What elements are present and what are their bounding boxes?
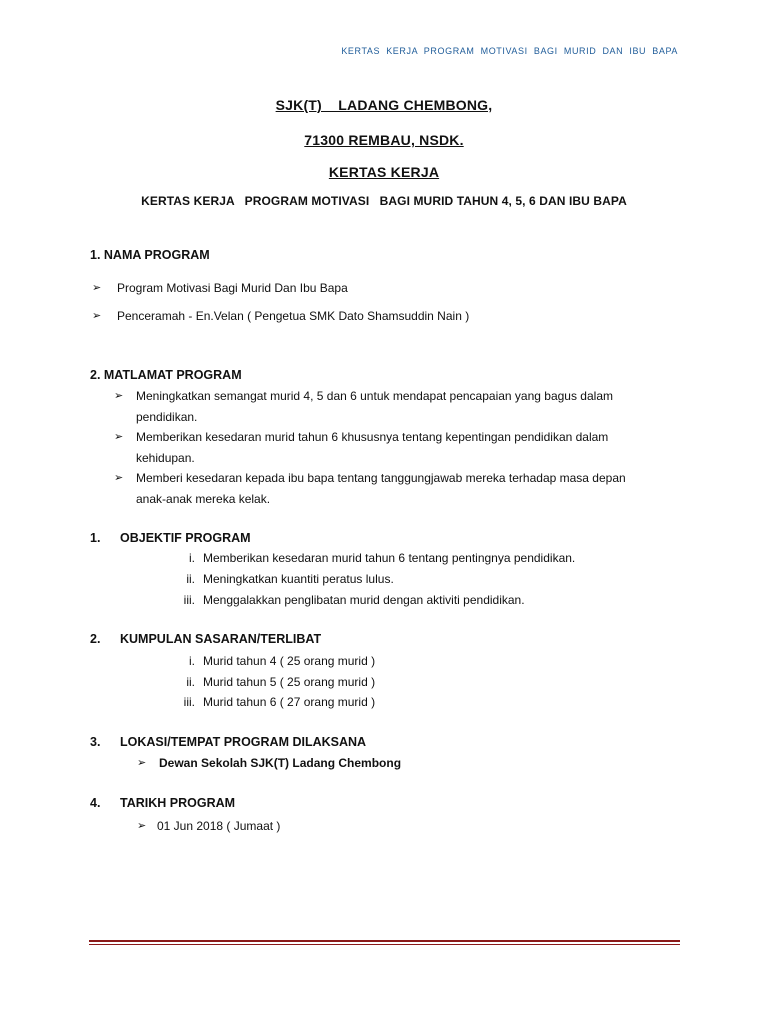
list-item: ➢ Penceramah - En.Velan ( Pengetua SMK Dato Shamsuddin Nain ) [92, 306, 692, 327]
section-title-nama-program: 1. NAMA PROGRAM [90, 248, 210, 262]
list-item: ii. Murid tahun 5 ( 25 orang murid ) [186, 675, 376, 689]
list-item: ii. Meningkatkan kuantiti peratus lulus. [186, 572, 394, 586]
document-subtitle: KERTAS KERJA PROGRAM MOTIVASI BAGI MURID TAHUN 4, 5, 6 DAN IBU BAPA [141, 194, 627, 208]
list-item: i. Memberikan kesedaran murid tahun 6 tentang pentingnya pendidikan. [189, 551, 576, 565]
section-title-tarikh: 4. TARIKH PROGRAM [90, 796, 236, 810]
section-title-lokasi: 3. LOKASI/TEMPAT PROGRAM DILAKSANA [90, 735, 367, 749]
arrowhead-bullet-icon: ➢ [137, 757, 147, 769]
arrowhead-bullet-icon: ➢ [137, 820, 147, 832]
section-title-objektif-program: 1. OBJEKTIF PROGRAM [90, 531, 251, 545]
list-item: iii. Murid tahun 6 ( 27 orang murid ) [183, 695, 376, 709]
section-title-matlamat-program: 2. MATLAMAT PROGRAM [90, 368, 242, 382]
footer-rule-thin [89, 944, 680, 945]
list-item: iii. Menggalakkan penglibatan murid dengan aktiviti pendidikan. [183, 593, 525, 607]
arrowhead-bullet-icon: ➢ [92, 282, 102, 294]
arrowhead-bullet-icon: ➢ [92, 310, 102, 322]
arrowhead-bullet-icon: ➢ [114, 431, 124, 443]
document-type: KERTAS KERJA [328, 164, 440, 180]
list-item: ➢ Memberikan kesedaran murid tahun 6 khususnya tentang kepentingan pendidikan dalam kehidupan. [114, 427, 684, 468]
school-address: 71300 REMBAU, NSDK. [304, 132, 464, 148]
arrowhead-bullet-icon: ➢ [114, 390, 124, 402]
list-item: ➢ Dewan Sekolah SJK(T) Ladang Chembong [137, 753, 637, 774]
list-item: ➢ Program Motivasi Bagi Murid Dan Ibu Bapa [92, 278, 692, 299]
list-item: ➢ Memberi kesedaran kepada ibu bapa tentang tanggungjawab mereka terhadap masa depan anak-anak mereka kelak. [114, 468, 684, 509]
arrowhead-bullet-icon: ➢ [114, 472, 124, 484]
list-item: ➢ 01 Jun 2018 ( Jumaat ) [137, 816, 637, 837]
footer-rule [89, 940, 680, 942]
list-item: ➢ Meningkatkan semangat murid 4, 5 dan 6 untuk mendapat pencapaian yang bagus dalam pendidikan. [114, 386, 684, 427]
list-item: i. Murid tahun 4 ( 25 orang murid ) [189, 654, 376, 668]
section-title-kumpulan-sasaran: 2. KUMPULAN SASARAN/TERLIBAT [90, 632, 322, 646]
school-name: SJK(T) LADANG CHEMBONG, [275, 97, 493, 113]
running-header: KERTAS KERJA PROGRAM MOTIVASI BAGI MURID DAN IBU BAPA [341, 46, 678, 56]
